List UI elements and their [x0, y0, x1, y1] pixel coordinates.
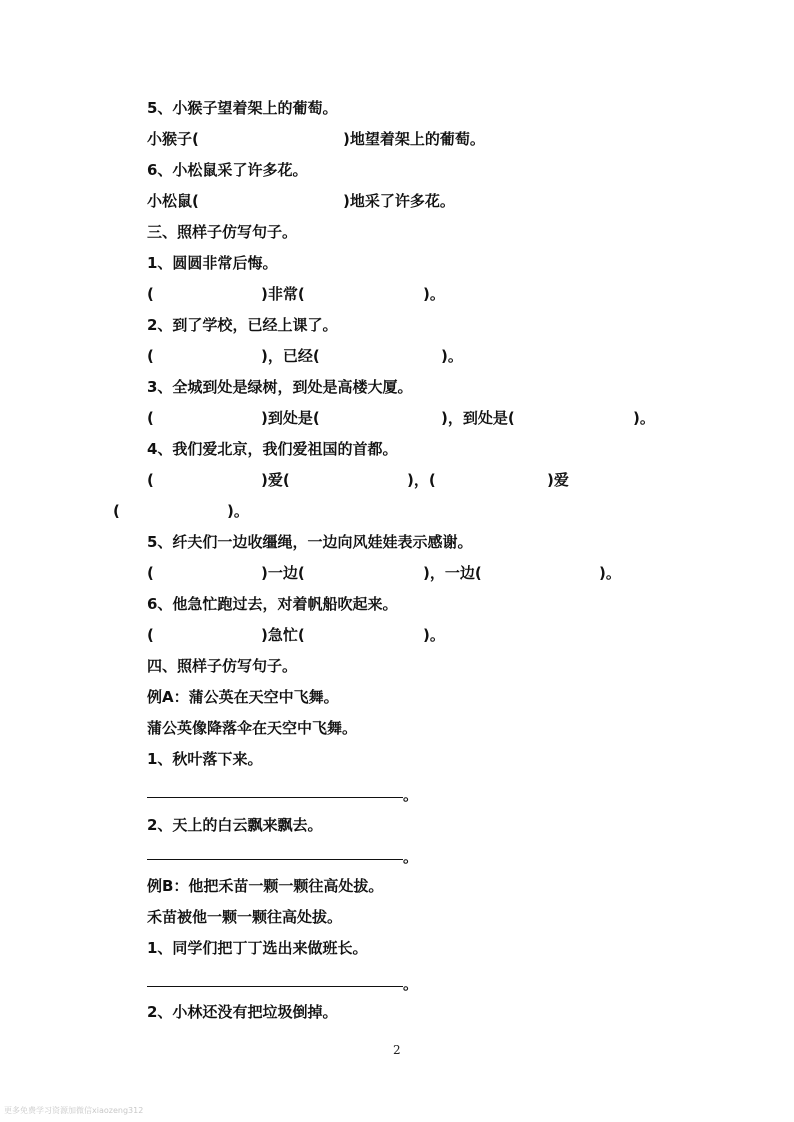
watermark-text: 更多免费学习资源加微信xiaozeng312 — [4, 1106, 144, 1115]
page-number: 2 — [393, 1043, 401, 1057]
question-prompt: 2、小林还没有把垃圾倒掉。 — [147, 1003, 338, 1021]
fill-blank-row — [147, 625, 647, 645]
fill-part: ( — [147, 564, 154, 582]
question-prompt: 1、秋叶落下来。 — [147, 750, 263, 768]
fill-part: )爱( — [261, 471, 290, 489]
question-prompt: 6、小松鼠采了许多花。 — [147, 161, 308, 179]
fill-part: )。 — [599, 564, 621, 582]
fill-part: )一边( — [261, 564, 305, 582]
answer-underline[interactable] — [147, 797, 403, 798]
fill-part: ( — [147, 626, 154, 644]
fill-blank-row — [147, 408, 667, 428]
fill-part: )。 — [227, 502, 249, 520]
fill-part: )，到处是( — [441, 409, 515, 427]
fill-part: )地采了许多花。 — [343, 192, 455, 210]
fill-part: )，一边( — [423, 564, 482, 582]
fill-blank-row-wrap — [113, 501, 413, 521]
question-prompt: 1、圆圆非常后悔。 — [147, 254, 278, 272]
question-prompt: 5、纤夫们一边收缰绳，一边向风娃娃表示感谢。 — [147, 533, 473, 551]
fill-part: )。 — [423, 626, 445, 644]
question-prompt: 5、小猴子望着架上的葡萄。 — [147, 99, 338, 117]
answer-period: 。 — [403, 786, 419, 804]
fill-part: )到处是( — [261, 409, 320, 427]
question-prompt: 1、同学们把丁丁选出来做班长。 — [147, 939, 368, 957]
fill-part: )急忙( — [261, 626, 305, 644]
example-line: 例A：蒲公英在天空中飞舞。 — [147, 688, 339, 706]
fill-blank-row — [147, 191, 647, 211]
answer-underline[interactable] — [147, 859, 403, 860]
fill-part: 小松鼠( — [147, 192, 199, 210]
question-prompt: 2、到了学校，已经上课了。 — [147, 316, 338, 334]
fill-part: )。 — [633, 409, 655, 427]
fill-blank-row — [147, 129, 647, 149]
fill-part: ( — [147, 285, 154, 303]
example-line: 例B：他把禾苗一颗一颗往高处拔。 — [147, 877, 384, 895]
fill-blank-row — [147, 470, 667, 490]
answer-period: 。 — [403, 975, 419, 993]
fill-blank-row — [147, 563, 667, 583]
fill-part: )。 — [423, 285, 445, 303]
section-heading: 四、照样子仿写句子。 — [147, 657, 298, 675]
question-prompt: 3、全城到处是绿树，到处是高楼大厦。 — [147, 378, 413, 396]
example-line: 禾苗被他一颗一颗往高处拔。 — [147, 908, 343, 926]
fill-blank-row — [147, 284, 647, 304]
fill-part: )非常( — [261, 285, 305, 303]
fill-part: 小猴子( — [147, 130, 199, 148]
fill-part: ( — [147, 347, 154, 365]
answer-period: 。 — [403, 848, 419, 866]
question-prompt: 2、天上的白云飘来飘去。 — [147, 816, 323, 834]
question-prompt: 6、他急忙跑过去，对着帆船吹起来。 — [147, 595, 398, 613]
fill-part: ( — [147, 471, 154, 489]
question-prompt: 4、我们爱北京，我们爱祖国的首都。 — [147, 440, 398, 458]
fill-part: ( — [147, 409, 154, 427]
answer-underline[interactable] — [147, 986, 403, 987]
fill-part: )，已经( — [261, 347, 320, 365]
fill-blank-row — [147, 346, 647, 366]
example-line: 蒲公英像降落伞在天空中飞舞。 — [147, 719, 358, 737]
fill-part: )，( — [407, 471, 436, 489]
fill-part: ( — [113, 502, 120, 520]
fill-part: )地望着架上的葡萄。 — [343, 130, 485, 148]
fill-part: )。 — [441, 347, 463, 365]
section-heading: 三、照样子仿写句子。 — [147, 223, 298, 241]
fill-part: )爱 — [547, 471, 569, 489]
